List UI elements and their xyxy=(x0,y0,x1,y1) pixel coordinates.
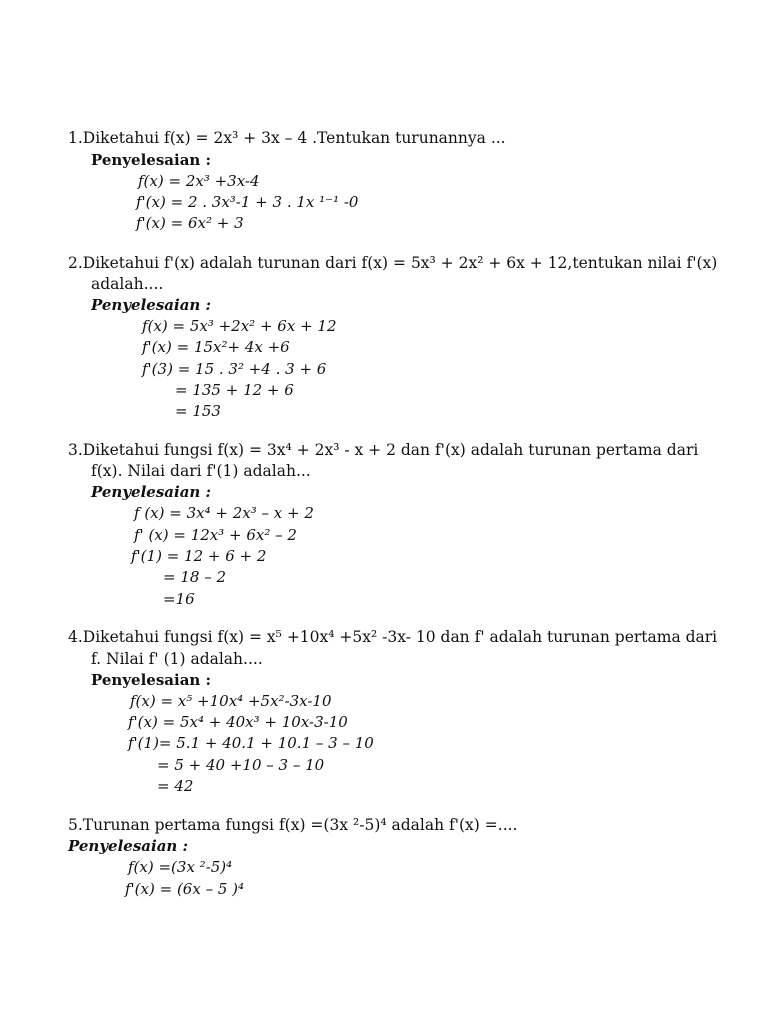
solution-label-2: Penyelesaian : xyxy=(91,296,212,314)
solution-label-3: Penyelesaian : xyxy=(91,483,212,501)
question-3-line-2: f(x). Nilai dari f'(1) adalah... xyxy=(91,462,311,480)
step-4-4: = 5 + 40 +10 – 3 – 10 xyxy=(157,756,325,774)
question-1-line-1: 1.Diketahui f(x) = 2x³ + 3x – 4 .Tentukan turunannya ... xyxy=(68,129,506,147)
step-3-4: = 18 – 2 xyxy=(163,568,227,586)
step-2-5: = 153 xyxy=(175,402,221,420)
step-2-2: f'(x) = 15x²+ 4x +6 xyxy=(142,338,290,356)
step-4-3: f'(1)= 5.1 + 40.1 + 10.1 – 3 – 10 xyxy=(128,734,374,752)
solution-label-1: Penyelesaian : xyxy=(91,151,212,169)
step-3-5: =16 xyxy=(163,590,195,608)
question-4-line-1: 4.Diketahui fungsi f(x) = x⁵ +10x⁴ +5x² -3x- 10 dan f' adalah turunan pertama dari xyxy=(68,628,718,646)
step-1-2: f'(x) = 2 . 3x³-1 + 3 . 1x ¹⁻¹ -0 xyxy=(136,193,359,211)
question-2-line-2: adalah.... xyxy=(91,275,164,293)
step-2-1: f(x) = 5x³ +2x² + 6x + 12 xyxy=(142,317,337,335)
step-4-5: = 42 xyxy=(157,777,194,795)
step-2-3: f'(3) = 15 . 3² +4 . 3 + 6 xyxy=(142,360,327,378)
step-1-1: f(x) = 2x³ +3x-4 xyxy=(138,172,260,190)
step-3-3: f'(1) = 12 + 6 + 2 xyxy=(131,547,267,565)
step-1-3: f'(x) = 6x² + 3 xyxy=(136,214,244,232)
solution-label-4: Penyelesaian : xyxy=(91,671,212,689)
step-4-1: f(x) = x⁵ +10x⁴ +5x²-3x-10 xyxy=(130,692,332,710)
step-4-2: f'(x) = 5x⁴ + 40x³ + 10x-3-10 xyxy=(128,713,348,731)
step-5-2: f'(x) = (6x – 5 )⁴ xyxy=(125,880,245,898)
step-3-1: f (x) = 3x⁴ + 2x³ – x + 2 xyxy=(134,504,314,522)
step-5-1: f(x) =(3x ²-5)⁴ xyxy=(128,858,233,876)
question-4-line-2: f. Nilai f' (1) adalah.... xyxy=(91,650,263,668)
step-2-4: = 135 + 12 + 6 xyxy=(175,381,294,399)
step-3-2: f' (x) = 12x³ + 6x² – 2 xyxy=(134,526,297,544)
question-5-line-1: 5.Turunan pertama fungsi f(x) =(3x ²-5)⁴ adalah f'(x) =.... xyxy=(68,816,518,834)
question-3-line-1: 3.Diketahui fungsi f(x) = 3x⁴ + 2x³ - x + 2 dan f'(x) adalah turunan pertama dari xyxy=(68,441,699,459)
solution-label-5: Penyelesaian : xyxy=(68,837,189,855)
question-2-line-1: 2.Diketahui f'(x) adalah turunan dari f(x) = 5x³ + 2x² + 6x + 12,tentukan nilai f'(x) xyxy=(68,254,718,272)
